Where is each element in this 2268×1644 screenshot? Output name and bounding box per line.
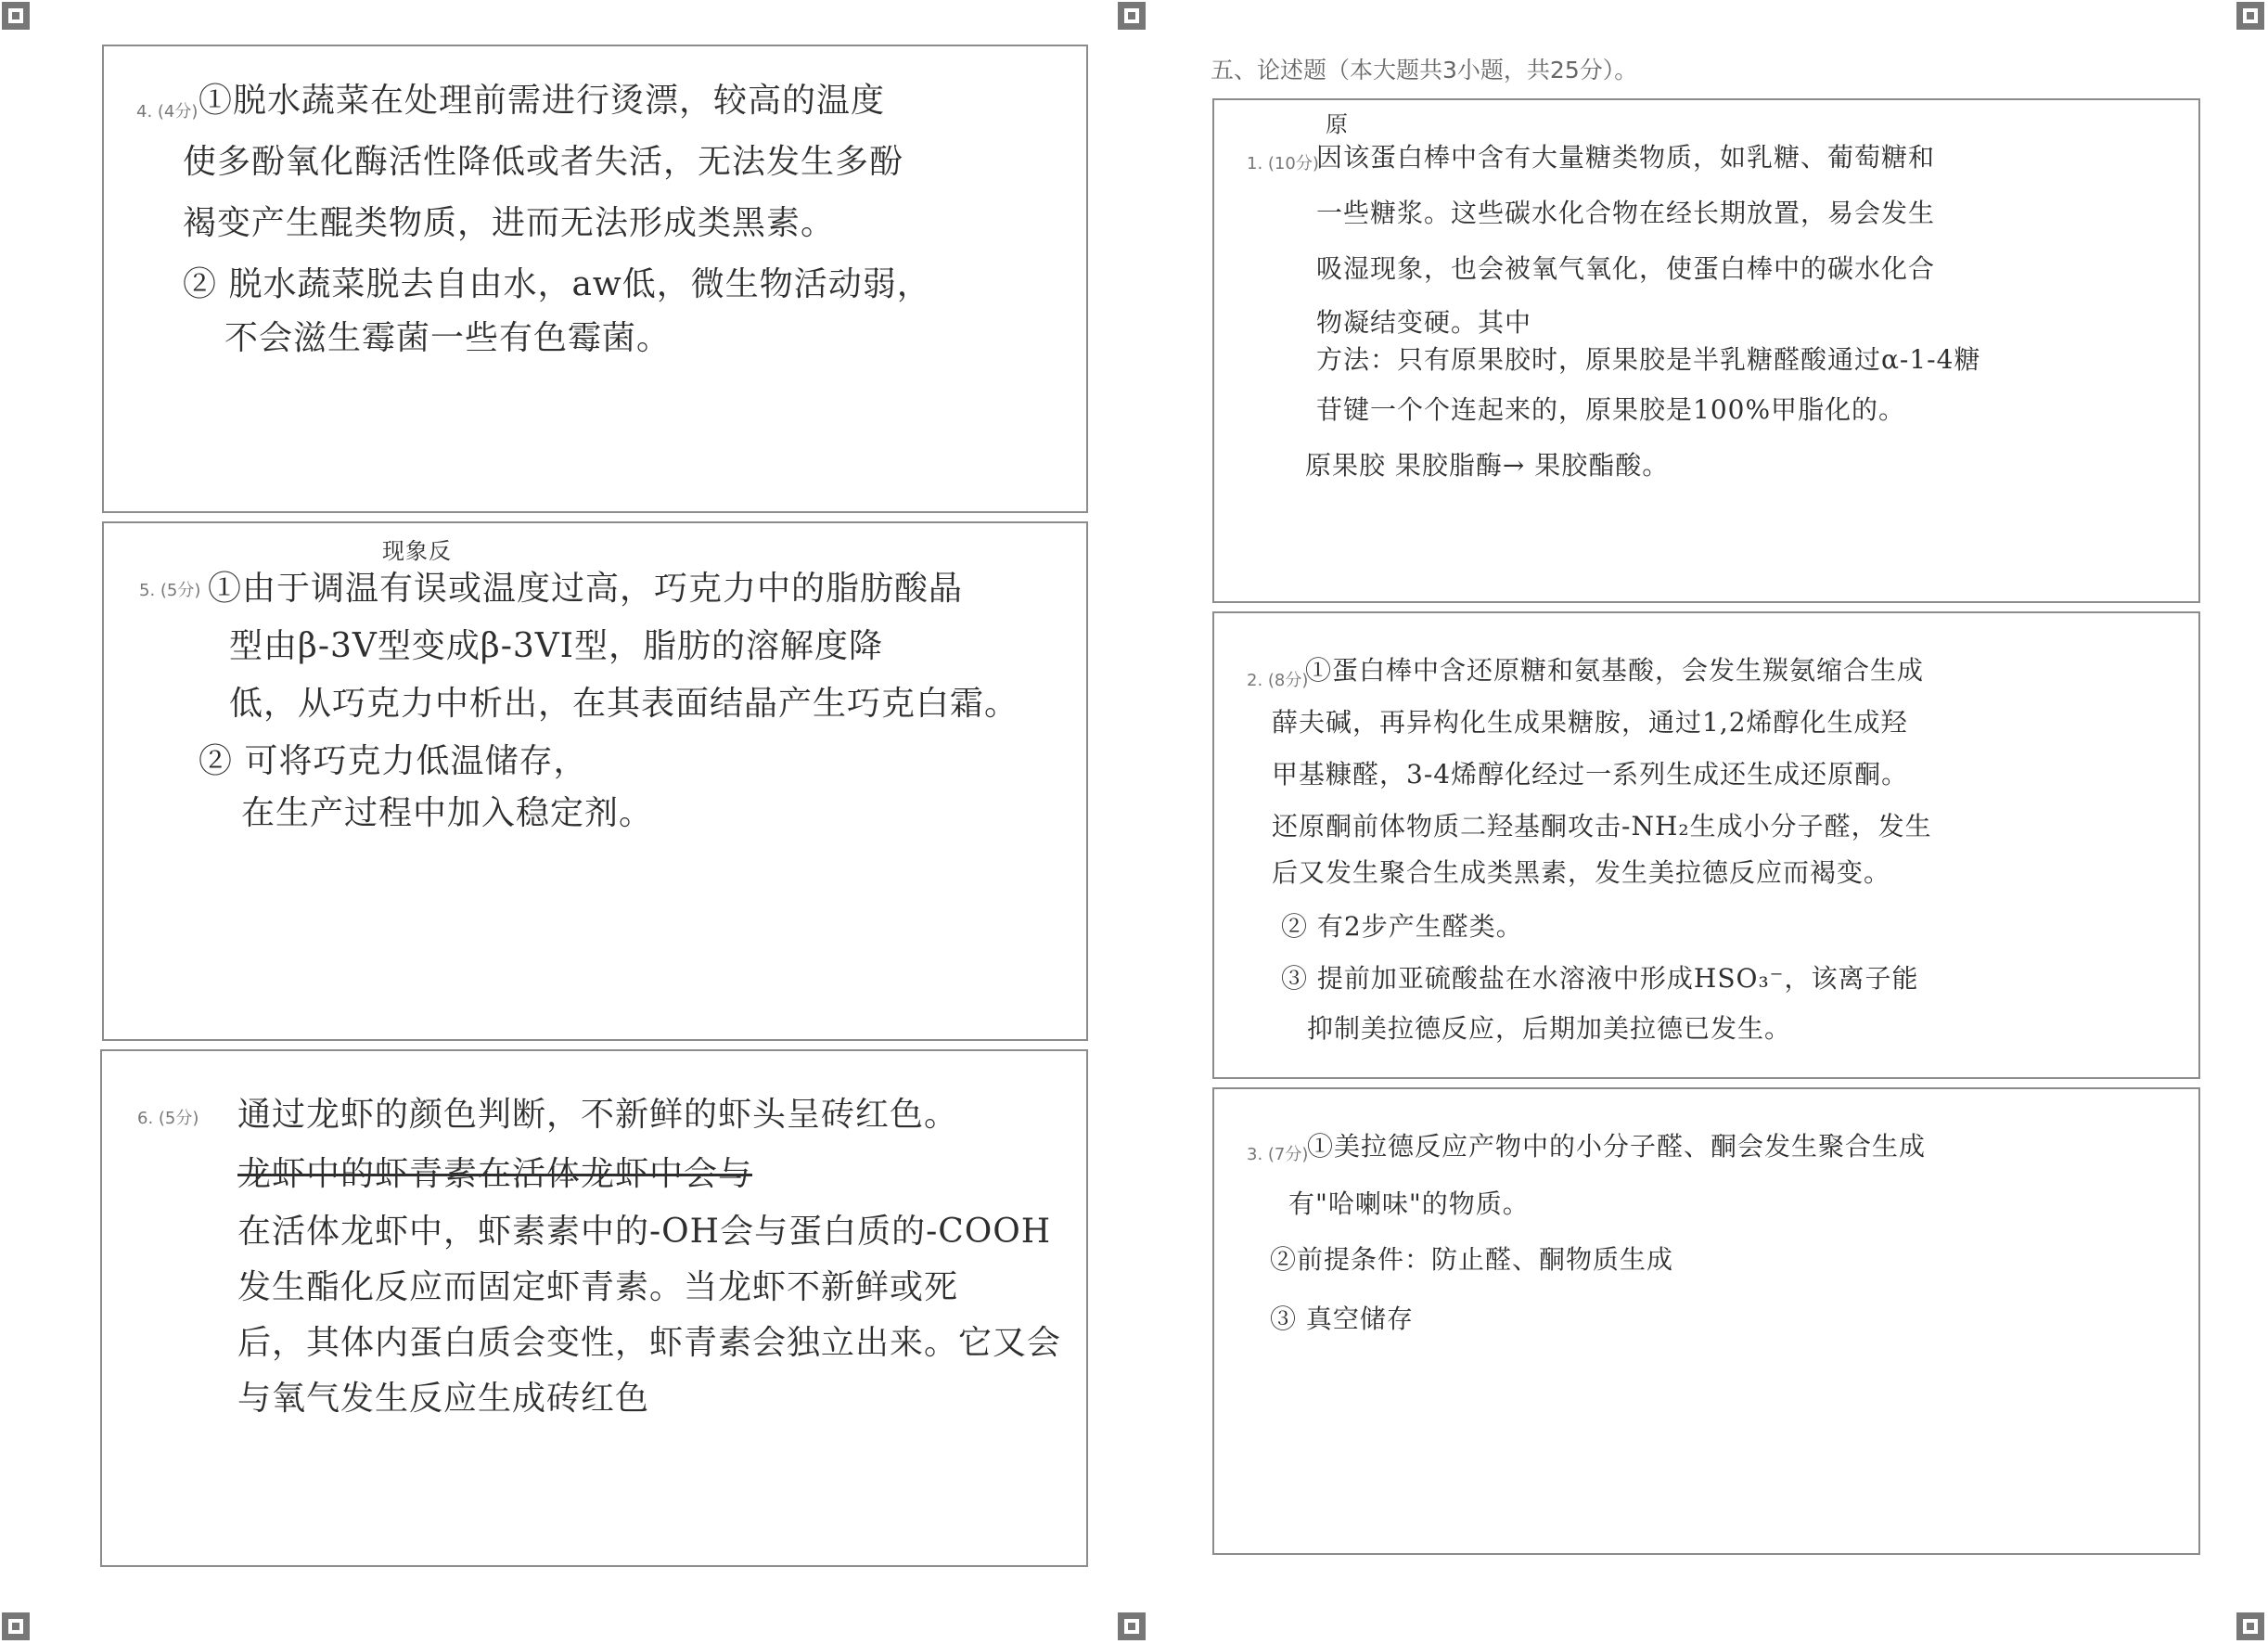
answer-line: 薛夫碱，再异构化生成果糖胺，通过1,2烯醇化生成羟 <box>1272 707 1908 738</box>
answer-line: ①美拉德反应产物中的小分子醛、酮会发生聚合生成 <box>1307 1131 1927 1162</box>
section-heading: 五、论述题（本大题共3小题，共25分）。 <box>1211 57 1638 83</box>
answer-line: 苷键一个个连起来的，原果胶是100%甲脂化的。 <box>1316 394 1906 425</box>
question-label-q2: 2. (8分) <box>1247 671 1309 690</box>
corner-marker-top-center <box>1116 0 1147 32</box>
answer-line: ② 脱水蔬菜脱去自由水，aw低，微生物活动弱， <box>183 265 931 303</box>
question-label-q5: 5. (5分) <box>139 581 201 600</box>
answer-line: ①蛋白棒中含还原糖和氨基酸，会发生羰氨缩合生成 <box>1305 655 1925 686</box>
corner-marker-bottom-right <box>2235 1611 2266 1642</box>
question-label-q3: 3. (7分) <box>1247 1145 1309 1164</box>
answer-line: 甲基糠醛，3-4烯醇化经过一系列生成还生成还原酮。 <box>1272 759 1909 790</box>
corner-marker-top-right <box>2235 0 2266 32</box>
answer-line: 型由β-3V型变成β-3VI型，脂肪的溶解度降 <box>229 627 883 665</box>
question-label-q6: 6. (5分) <box>137 1109 199 1128</box>
answer-line: 不会滋生霉菌一些有色霉菌。 <box>224 319 672 357</box>
answer-line: 物凝结变硬。其中 <box>1316 307 1532 338</box>
answer-line: 有"哈喇味"的物质。 <box>1288 1188 1530 1219</box>
answer-line: 低，从巧克力中析出，在其表面结晶产生巧克白霜。 <box>229 685 1019 723</box>
answer-line: 吸湿现象，也会被氧气氧化，使蛋白棒中的碳水化合 <box>1316 253 1936 284</box>
answer-box-q3[interactable] <box>1212 1087 2200 1555</box>
answer-line: 因该蛋白棒中含有大量糖类物质，如乳糖、葡萄糖和 <box>1316 142 1936 173</box>
answer-line: ③ 真空储存 <box>1270 1304 1414 1334</box>
answer-line: 在生产过程中加入稳定剂。 <box>241 794 654 832</box>
answer-line: ③ 提前加亚硫酸盐在水溶液中形成HSO₃⁻，该离子能 <box>1281 963 1919 994</box>
answer-line: 褐变产生醌类物质，进而无法形成类黑素。 <box>183 204 836 242</box>
answer-box-q2[interactable] <box>1212 611 2200 1079</box>
answer-line: 在活体龙虾中，虾素素中的-OH会与蛋白质的-COOH <box>237 1213 1052 1251</box>
answer-line: 原果胶 果胶脂酶→ 果胶酯酸。 <box>1305 450 1670 481</box>
question-label-q1: 1. (10分) <box>1247 154 1319 173</box>
answer-line: ①脱水蔬菜在处理前需进行烫漂，较高的温度 <box>199 82 886 120</box>
answer-line: ② 可将巧克力低温储存， <box>199 742 588 780</box>
question-label-q4: 4. (4分) <box>136 102 199 122</box>
corner-marker-bottom-center <box>1116 1611 1147 1642</box>
answer-line: 后，其体内蛋白质会变性，虾青素会独立出来。它又会 <box>237 1324 1062 1362</box>
corner-marker-top-left <box>0 0 32 32</box>
answer-line: 一些糖浆。这些碳水化合物在经长期放置，易会发生 <box>1316 198 1936 228</box>
correction-annotation: 原 <box>1326 111 1349 137</box>
corner-marker-bottom-left <box>0 1611 32 1642</box>
answer-line: 方法：只有原果胶时，原果胶是半乳糖醛酸通过α-1-4糖 <box>1316 344 1981 375</box>
answer-line: ②前提条件：防止醛、酮物质生成 <box>1270 1244 1674 1275</box>
answer-box-q4[interactable] <box>102 45 1088 513</box>
answer-line: 发生酯化反应而固定虾青素。当龙虾不新鲜或死 <box>237 1268 959 1306</box>
answer-line: ② 有2步产生醛类。 <box>1281 911 1523 942</box>
answer-line: 通过龙虾的颜色判断，不新鲜的虾头呈砖红色。 <box>237 1096 959 1134</box>
answer-line: 与氧气发生反应生成砖红色 <box>237 1380 650 1418</box>
answer-line-struck: 龙虾中的虾青素在活体龙虾中会与 <box>237 1155 753 1193</box>
answer-box-q5[interactable] <box>102 521 1088 1041</box>
answer-line: 后又发生聚合生成类黑素，发生美拉德反应而褐变。 <box>1272 857 1891 888</box>
correction-annotation: 现象反 <box>382 538 452 564</box>
answer-box-q1[interactable] <box>1212 98 2200 603</box>
answer-box-q6[interactable] <box>100 1049 1088 1567</box>
answer-line: 还原酮前体物质二羟基酮攻击-NH₂生成小分子醛，发生 <box>1272 811 1932 841</box>
answer-line: 抑制美拉德反应，后期加美拉德已发生。 <box>1307 1013 1792 1044</box>
answer-line: 使多酚氧化酶活性降低或者失活，无法发生多酚 <box>183 143 904 181</box>
answer-line: ①由于调温有误或温度过高，巧克力中的脂肪酸晶 <box>208 570 964 608</box>
